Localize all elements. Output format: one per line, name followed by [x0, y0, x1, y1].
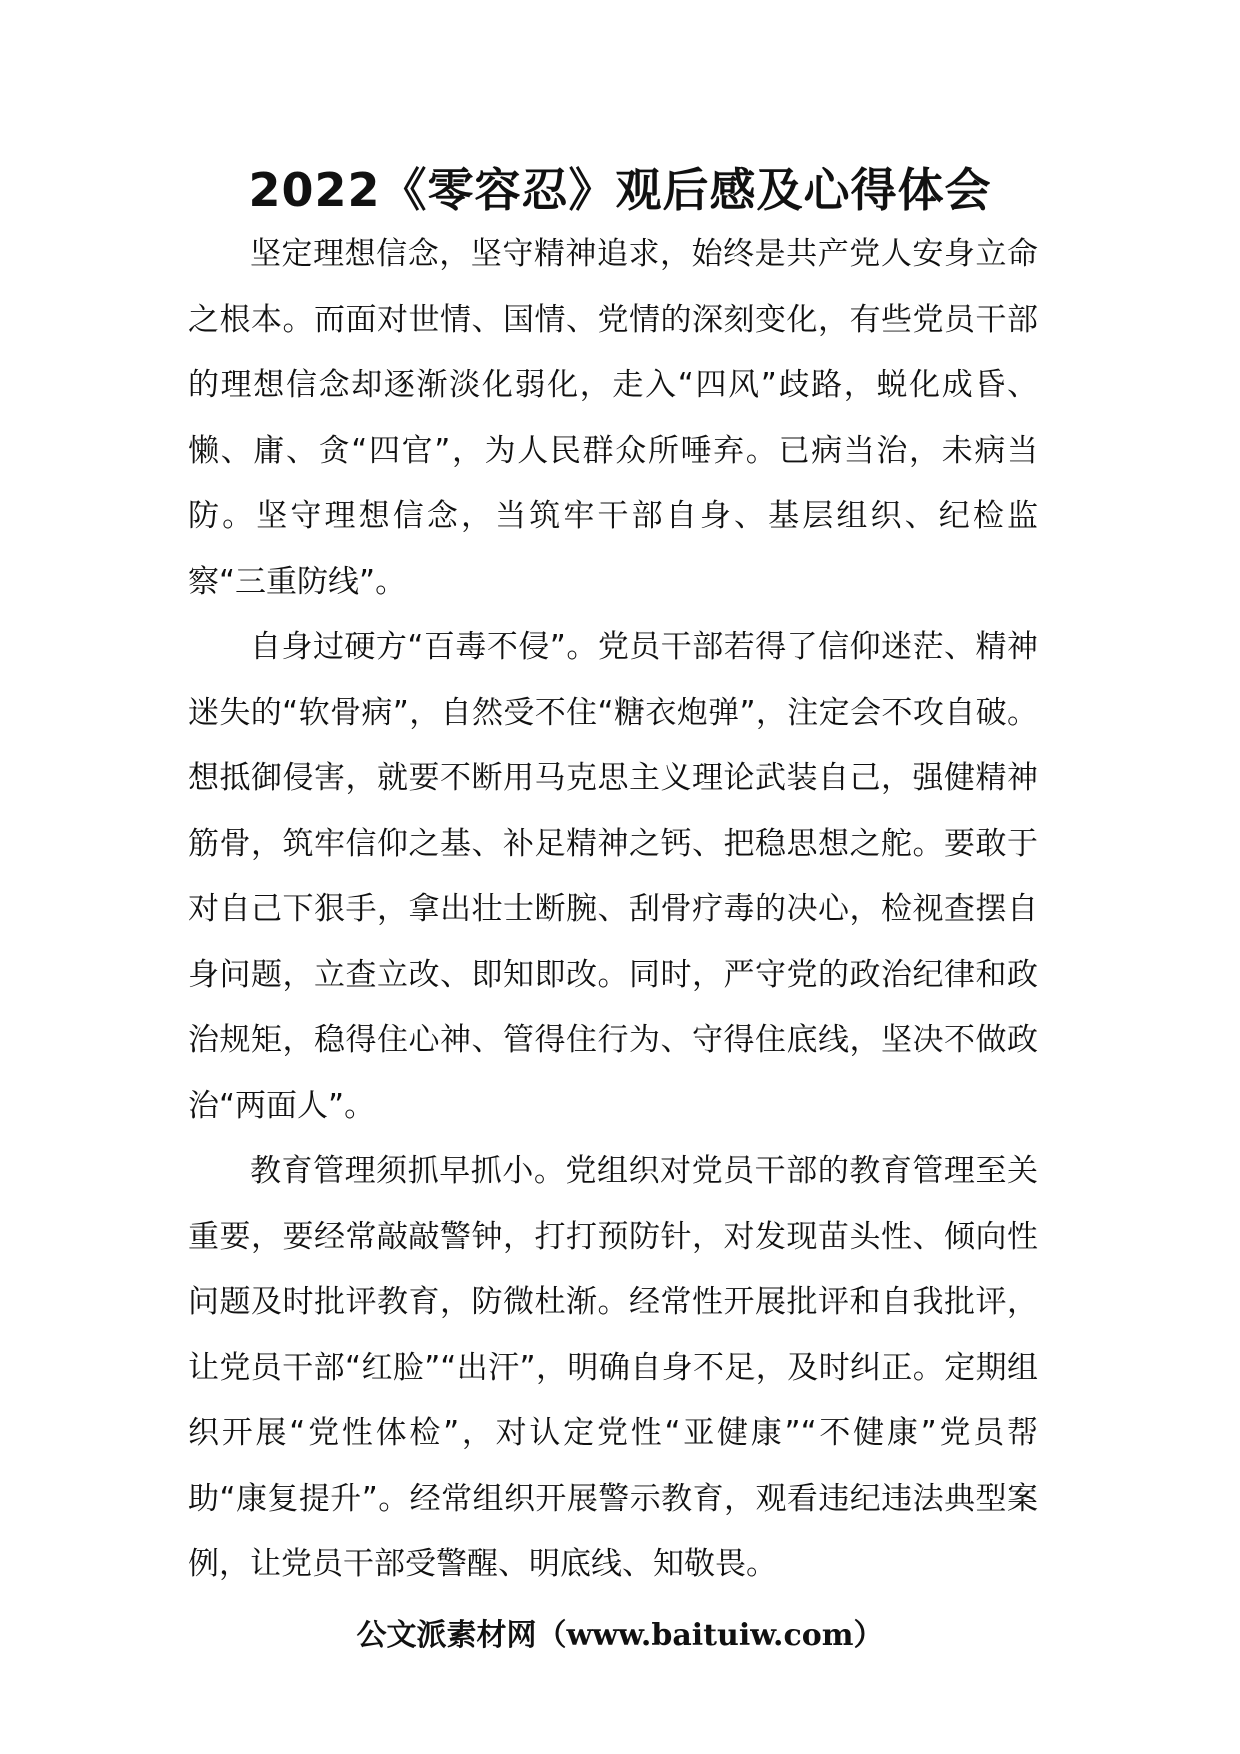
source-footer: 公文派素材网（www.baituiw.com）: [356, 1618, 884, 1653]
paragraph-3: 教育管理须抓早抓小。党组织对党员干部的教育管理至关重要，要经常敲敲警钟，打打预防针，对发现苗头性、倾向性问题及时批评教育，防微杜渐。经常性开展批评和自我批评，让党员干部“红脸”“出汗”，明确自身不足，及时纠正。定期组织开展“党性体检”，对认定党性“亚健康”“不健康”党员帮助“康复提升”。经常组织开展警示教育，观看违纪违法典型案例，让党员干部受警醒、明底线、知敬畏。: [188, 1153, 1038, 1582]
paragraph-1: 坚定理想信念，坚守精神追求，始终是共产党人安身立命之根本。而面对世情、国情、党情的深刻变化，有些党员干部的理想信念却逐渐淡化弱化，走入“四风”歧路，蜕化成昏、懒、庸、贪“四官”，为人民群众所唾弃。已病当治，未病当防。坚守理想信念，当筑牢干部自身、基层组织、纪检监察“三重防线”。: [188, 236, 1038, 600]
document-body: [188, 222, 1038, 1598]
paragraph-2: 自身过硬方“百毒不侵”。党员干部若得了信仰迷茫、精神迷失的“软骨病”，自然受不住“糖衣炮弹”，注定会不攻自破。想抵御侵害，就要不断用马克思主义理论武装自己，强健精神筋骨，筑牢信仰之基、补足精神之钙、把稳思想之舵。要敢于对自己下狠手，拿出壮士断腕、刮骨疗毒的决心，检视查摆自身问题，立查立改、即知即改。同时，严守党的政治纪律和政治规矩，稳得住心神、管得住行为、守得住底线，坚决不做政治“两面人”。: [188, 629, 1038, 1124]
document-title: 2022《零容忍》观后感及心得体会: [248, 163, 992, 217]
